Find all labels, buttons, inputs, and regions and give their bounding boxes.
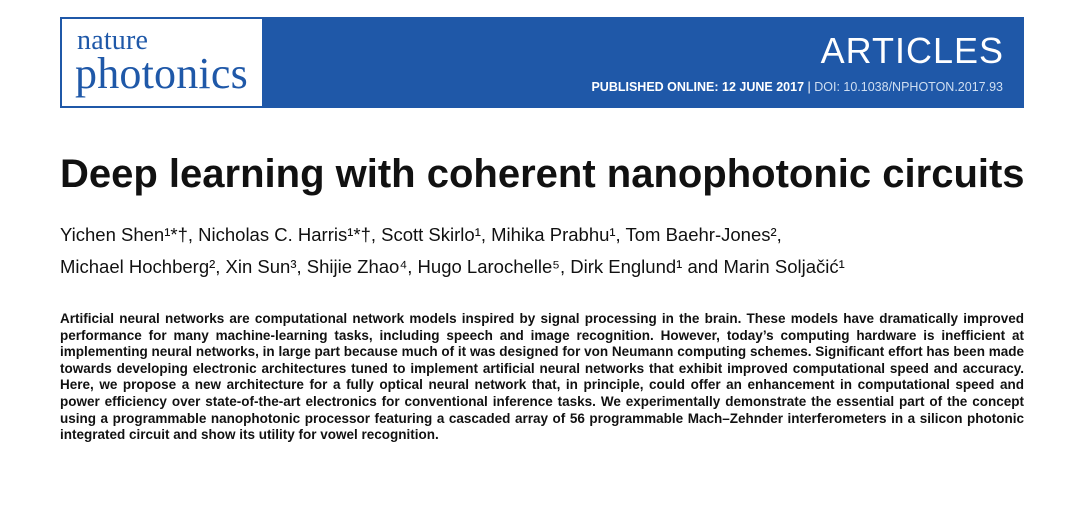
journal-logo-photonics: photonics (75, 49, 248, 98)
journal-header-bar (60, 17, 1024, 108)
article-title: Deep learning with coherent nanophotonic circuits (60, 152, 1025, 196)
abstract: Artificial neural networks are computational network models inspired by signal processing in the brain. These models have dramatically improved performance for many machine-learning tasks, including speech and image recognition. However, today’s computing hardware is inefficient at implementing neural networks, in large part because much of it was designed for von Neumann computing schemes. Significant effort has been made towards developing electronic architectures tuned to implement artificial neural networks that exhibit improved computational speed and accuracy. Here, we propose a new architecture for a fully optical neural network that, in principle, could offer an enhancement in computational speed and power efficiency over state-of-the-art electronics for conventional inference tasks. We experimentally demonstrate the essential part of the concept using a programmable nanophotonic processor featuring a cascaded array of 56 programmable Mach–Zehnder interferometers in a silicon photonic integrated circuit and show its utility for vowel recognition. (60, 311, 1024, 443)
author-line-2: Michael Hochberg², Xin Sun³, Shijie Zhao⁴, Hugo Larochelle⁵, Dirk Englund¹ and Marin Soljačić¹ (60, 256, 845, 277)
published-date: PUBLISHED ONLINE: 12 JUNE 2017 (591, 80, 805, 94)
publication-info (591, 79, 1003, 95)
section-label: ARTICLES (820, 30, 1004, 71)
publication-separator: | (804, 80, 815, 94)
author-list (60, 219, 1030, 283)
doi-link[interactable]: DOI: 10.1038/NPHOTON.2017.93 (814, 80, 1003, 94)
journal-logo[interactable] (62, 19, 262, 106)
journal-logo-nature: nature (77, 25, 149, 56)
author-line-1: Yichen Shen¹*†, Nicholas C. Harris¹*†, Scott Skirlo¹, Mihika Prabhu¹, Tom Baehr-Jones², (60, 224, 782, 245)
